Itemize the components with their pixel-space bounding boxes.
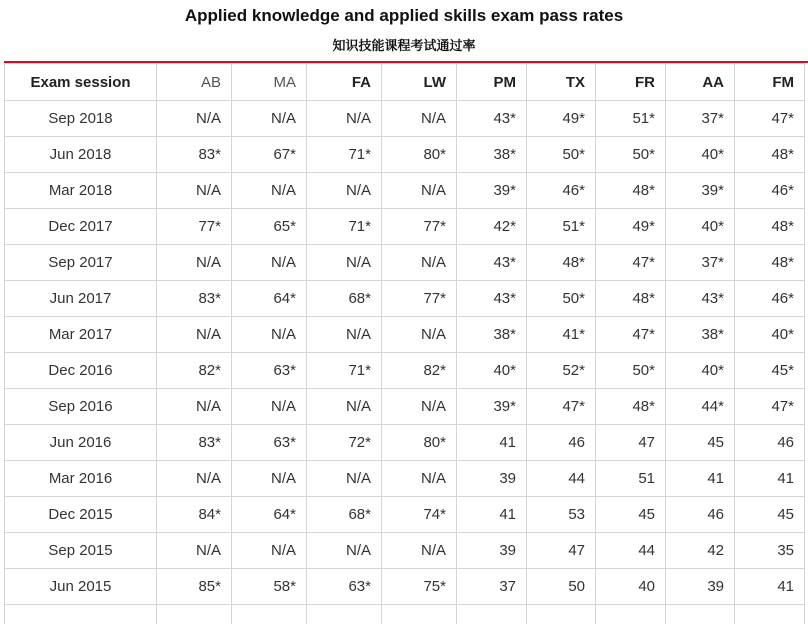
pass-rate-cell: 39 — [457, 533, 527, 569]
pass-rate-cell: 43* — [666, 281, 735, 317]
pass-rate-cell: 82* — [157, 353, 232, 389]
exam-session-cell: Jun 2017 — [5, 281, 157, 317]
pass-rate-cell: N/A — [382, 389, 457, 425]
pass-rate-cell: N/A — [157, 245, 232, 281]
pass-rate-cell: 83* — [157, 425, 232, 461]
pass-rate-cell: 77* — [157, 209, 232, 245]
pass-rate-cell — [735, 605, 805, 624]
pass-rate-cell: 50* — [527, 137, 596, 173]
pass-rate-cell: 82* — [382, 353, 457, 389]
table-row — [5, 245, 805, 281]
pass-rate-cell: 48* — [735, 209, 805, 245]
pass-rate-cell: 63* — [232, 353, 307, 389]
pass-rate-cell: 44 — [527, 461, 596, 497]
column-header-pm: PM — [457, 64, 527, 101]
pass-rate-cell: 71* — [307, 209, 382, 245]
pass-rate-cell: 51* — [527, 209, 596, 245]
pass-rate-cell: 71* — [307, 137, 382, 173]
pass-rate-cell: 46* — [527, 173, 596, 209]
pass-rate-cell: 50* — [596, 137, 666, 173]
pass-rate-cell: N/A — [157, 173, 232, 209]
pass-rate-cell: 47* — [527, 389, 596, 425]
pass-rate-cell: 48* — [735, 137, 805, 173]
pass-rate-cell: N/A — [157, 101, 232, 137]
pass-rate-cell: 83* — [157, 281, 232, 317]
table-row — [5, 137, 805, 173]
pass-rate-cell: 41 — [735, 461, 805, 497]
pass-rate-cell: 75* — [382, 569, 457, 605]
pass-rate-cell: 48* — [596, 173, 666, 209]
pass-rate-cell: 80* — [382, 425, 457, 461]
pass-rate-cell: 40* — [666, 209, 735, 245]
pass-rate-cell: 46 — [735, 425, 805, 461]
pass-rate-cell: 47* — [735, 389, 805, 425]
pass-rate-cell: N/A — [157, 389, 232, 425]
table-row — [5, 497, 805, 533]
pass-rates-table — [4, 63, 805, 624]
pass-rate-cell: 39* — [666, 173, 735, 209]
pass-rate-cell: 72* — [307, 425, 382, 461]
pass-rate-cell: 49* — [527, 101, 596, 137]
pass-rate-cell: 46* — [735, 281, 805, 317]
exam-session-cell — [5, 605, 157, 624]
pass-rate-cell: N/A — [382, 245, 457, 281]
pass-rate-cell — [307, 605, 382, 624]
column-header-ma: MA — [232, 64, 307, 101]
pass-rate-cell: 45 — [596, 497, 666, 533]
pass-rate-cell: 67* — [232, 137, 307, 173]
pass-rate-cell: N/A — [157, 317, 232, 353]
column-header-fa: FA — [307, 64, 382, 101]
pass-rate-cell: N/A — [382, 317, 457, 353]
pass-rate-cell: 35 — [735, 533, 805, 569]
pass-rate-cell: 38* — [666, 317, 735, 353]
pass-rate-cell: 41 — [666, 461, 735, 497]
exam-session-cell: Sep 2017 — [5, 245, 157, 281]
pass-rate-cell: 48* — [596, 281, 666, 317]
exam-session-cell: Sep 2018 — [5, 101, 157, 137]
column-header-fr: FR — [596, 64, 666, 101]
pass-rate-cell — [527, 605, 596, 624]
pass-rate-cell: N/A — [307, 461, 382, 497]
pass-rate-cell: 65* — [232, 209, 307, 245]
pass-rate-cell: 48* — [527, 245, 596, 281]
pass-rate-cell: 77* — [382, 281, 457, 317]
pass-rate-cell: 46 — [666, 497, 735, 533]
exam-session-cell: Mar 2017 — [5, 317, 157, 353]
pass-rate-cell: 41 — [457, 497, 527, 533]
pass-rate-cell: 51* — [596, 101, 666, 137]
pass-rate-cell: 63* — [232, 425, 307, 461]
column-header-aa: AA — [666, 64, 735, 101]
pass-rate-cell: 37* — [666, 245, 735, 281]
column-header-fm: FM — [735, 64, 805, 101]
pass-rate-cell: 42 — [666, 533, 735, 569]
pass-rate-cell: 37* — [666, 101, 735, 137]
exam-session-cell: Jun 2015 — [5, 569, 157, 605]
pass-rate-cell: 68* — [307, 497, 382, 533]
column-header-ab: AB — [157, 64, 232, 101]
pass-rate-cell: 41 — [735, 569, 805, 605]
table-row — [5, 209, 805, 245]
pass-rate-cell: 39 — [457, 461, 527, 497]
pass-rate-cell: 40* — [666, 137, 735, 173]
pass-rate-cell: 85* — [157, 569, 232, 605]
pass-rate-cell: 68* — [307, 281, 382, 317]
pass-rate-cell — [596, 605, 666, 624]
pass-rate-cell: 47* — [596, 317, 666, 353]
column-header-exam-session: Exam session — [5, 64, 157, 101]
pass-rate-cell: N/A — [382, 461, 457, 497]
pass-rate-cell: N/A — [307, 245, 382, 281]
table-row — [5, 461, 805, 497]
pass-rate-cell: N/A — [157, 461, 232, 497]
exam-session-cell: Jun 2018 — [5, 137, 157, 173]
pass-rate-cell — [232, 605, 307, 624]
exam-session-cell: Dec 2016 — [5, 353, 157, 389]
pass-rate-cell: N/A — [232, 461, 307, 497]
table-row — [5, 569, 805, 605]
pass-rate-cell: N/A — [382, 173, 457, 209]
pass-rate-cell: 43* — [457, 101, 527, 137]
pass-rate-cell: 84* — [157, 497, 232, 533]
pass-rate-cell: N/A — [232, 245, 307, 281]
page-title: Applied knowledge and applied skills exam pass rates — [0, 6, 808, 26]
table-row — [5, 425, 805, 461]
pass-rate-cell: 80* — [382, 137, 457, 173]
column-header-lw: LW — [382, 64, 457, 101]
pass-rate-cell: 46 — [527, 425, 596, 461]
pass-rate-cell: N/A — [307, 317, 382, 353]
header-row — [5, 64, 805, 101]
pass-rate-cell: N/A — [232, 389, 307, 425]
pass-rate-cell: N/A — [232, 533, 307, 569]
pass-rate-cell: N/A — [232, 173, 307, 209]
pass-rate-cell: 43* — [457, 281, 527, 317]
pass-rate-cell: N/A — [307, 533, 382, 569]
pass-rate-cell — [666, 605, 735, 624]
pass-rate-cell: N/A — [307, 101, 382, 137]
table-row — [5, 173, 805, 209]
table-row — [5, 533, 805, 569]
table-row — [5, 353, 805, 389]
pass-rate-cell: 40 — [596, 569, 666, 605]
pass-rate-cell: 39* — [457, 173, 527, 209]
pass-rate-cell: 49* — [596, 209, 666, 245]
pass-rate-cell: 41* — [527, 317, 596, 353]
exam-session-cell: Mar 2018 — [5, 173, 157, 209]
pass-rate-cell: 83* — [157, 137, 232, 173]
table-row — [5, 281, 805, 317]
pass-rate-cell: 50 — [527, 569, 596, 605]
table-body — [5, 101, 805, 624]
pass-rate-cell: 48* — [596, 389, 666, 425]
pass-rate-cell: 44 — [596, 533, 666, 569]
pass-rate-cell: 74* — [382, 497, 457, 533]
table-row — [5, 389, 805, 425]
pass-rate-cell: 48* — [735, 245, 805, 281]
column-header-tx: TX — [527, 64, 596, 101]
table-row — [5, 317, 805, 353]
pass-rate-cell: 53 — [527, 497, 596, 533]
pass-rate-cell: 71* — [307, 353, 382, 389]
pass-rate-cell: 45* — [735, 353, 805, 389]
page-subtitle: 知识技能课程考试通过率 — [0, 35, 808, 54]
pass-rate-cell: 39* — [457, 389, 527, 425]
pass-rate-cell: 52* — [527, 353, 596, 389]
pass-rate-cell — [457, 605, 527, 624]
pass-rate-cell: 40* — [666, 353, 735, 389]
pass-rate-cell: 43* — [457, 245, 527, 281]
pass-rate-cell: 47 — [527, 533, 596, 569]
pass-rate-cell: N/A — [307, 389, 382, 425]
pass-rate-cell: 58* — [232, 569, 307, 605]
pass-rate-cell — [382, 605, 457, 624]
pass-rates-table-container — [4, 61, 808, 624]
table-row — [5, 101, 805, 137]
pass-rate-cell: 47 — [596, 425, 666, 461]
pass-rate-cell: 63* — [307, 569, 382, 605]
pass-rate-cell: N/A — [157, 533, 232, 569]
exam-session-cell: Sep 2015 — [5, 533, 157, 569]
pass-rate-cell: 40* — [735, 317, 805, 353]
pass-rate-cell: 44* — [666, 389, 735, 425]
pass-rate-cell: 45 — [666, 425, 735, 461]
pass-rate-cell: 51 — [596, 461, 666, 497]
pass-rate-cell: 41 — [457, 425, 527, 461]
exam-session-cell: Dec 2017 — [5, 209, 157, 245]
pass-rate-cell: 45 — [735, 497, 805, 533]
pass-rate-cell: 38* — [457, 317, 527, 353]
pass-rate-cell: 37 — [457, 569, 527, 605]
pass-rate-cell: 38* — [457, 137, 527, 173]
exam-session-cell: Jun 2016 — [5, 425, 157, 461]
pass-rate-cell: 50* — [527, 281, 596, 317]
pass-rate-cell: 39 — [666, 569, 735, 605]
pass-rate-cell: 77* — [382, 209, 457, 245]
pass-rate-cell: N/A — [232, 317, 307, 353]
pass-rate-cell: 40* — [457, 353, 527, 389]
pass-rate-cell: N/A — [307, 173, 382, 209]
pass-rate-cell: N/A — [382, 533, 457, 569]
exam-session-cell: Mar 2016 — [5, 461, 157, 497]
exam-session-cell: Dec 2015 — [5, 497, 157, 533]
table-row — [5, 605, 805, 624]
pass-rate-cell: 46* — [735, 173, 805, 209]
pass-rate-cell — [157, 605, 232, 624]
exam-session-cell: Sep 2016 — [5, 389, 157, 425]
pass-rate-cell: 47* — [735, 101, 805, 137]
pass-rate-cell: N/A — [232, 101, 307, 137]
pass-rate-cell: 50* — [596, 353, 666, 389]
pass-rate-cell: 64* — [232, 281, 307, 317]
pass-rate-cell: 47* — [596, 245, 666, 281]
pass-rate-cell: 42* — [457, 209, 527, 245]
pass-rate-cell: N/A — [382, 101, 457, 137]
pass-rate-cell: 64* — [232, 497, 307, 533]
